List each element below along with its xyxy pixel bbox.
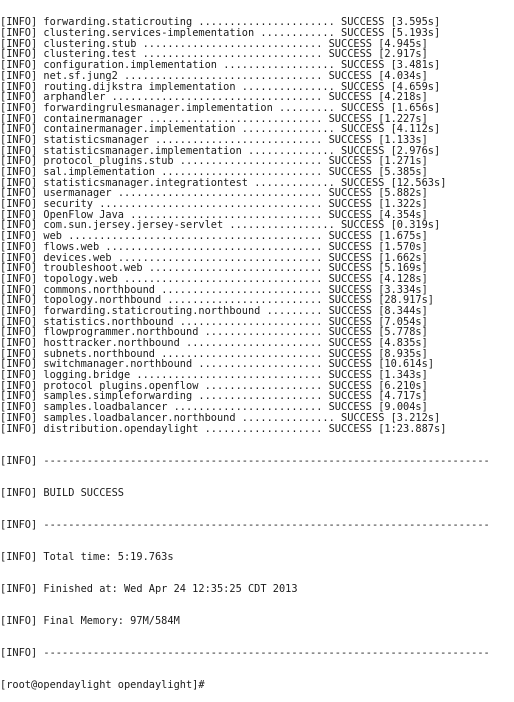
module-name: protocol_plugins.stub xyxy=(43,156,174,168)
module-build-line xyxy=(0,381,514,392)
module-name: protocol_plugins.openflow xyxy=(43,380,199,392)
dot-leader: .......................... xyxy=(161,284,323,296)
module-build-line xyxy=(0,295,514,306)
module-name: statistics.northbound xyxy=(43,316,174,328)
build-time: [9.004s] xyxy=(378,402,428,413)
build-time: [8.344s] xyxy=(378,305,428,317)
build-time: [1.675s] xyxy=(378,231,428,242)
build-status: SUCCESS xyxy=(341,17,385,29)
log-level-tag: [INFO] xyxy=(0,220,38,232)
log-level-tag: [INFO] xyxy=(0,134,38,146)
dot-leader: .......................... xyxy=(161,167,323,178)
dot-leader: ................................ xyxy=(124,273,323,285)
log-level-tag: [INFO] xyxy=(0,145,38,157)
build-status: SUCCESS xyxy=(328,231,372,242)
log-level-tag: [INFO] xyxy=(0,177,38,189)
module-name: security xyxy=(43,199,94,210)
build-time: [12.563s] xyxy=(390,177,447,189)
dot-leader: ................... xyxy=(204,423,323,435)
module-name: commons.northbound xyxy=(43,284,155,296)
module-name: configuration.implementation xyxy=(43,60,217,71)
log-level-tag: [INFO] xyxy=(0,338,38,349)
log-level-tag: [INFO] xyxy=(0,327,38,339)
log-level-tag: [INFO] xyxy=(0,370,38,381)
build-status: SUCCESS xyxy=(341,28,385,39)
log-level-tag: [INFO] xyxy=(0,231,38,242)
module-name: containermanager xyxy=(43,113,143,125)
module-build-line xyxy=(0,359,514,370)
dot-leader: ............................... xyxy=(130,209,323,221)
module-build-line xyxy=(0,274,514,285)
module-name: distribution.opendaylight xyxy=(43,423,199,435)
build-status: SUCCESS xyxy=(340,102,385,114)
build-time: [1.271s] xyxy=(378,156,428,168)
log-level-tag: [INFO] xyxy=(0,241,38,253)
module-name: samples.loadbalancer xyxy=(43,402,168,413)
dot-leader: ....................... xyxy=(179,156,323,168)
log-level-tag: [INFO] xyxy=(0,102,38,114)
build-time: [1:23.887s] xyxy=(378,423,447,435)
build-time: [10.614s] xyxy=(378,359,435,371)
log-level-tag: [INFO] xyxy=(0,113,38,125)
build-status: SUCCESS xyxy=(328,167,372,178)
module-build-line xyxy=(0,199,514,210)
build-status: SUCCESS xyxy=(328,359,373,371)
module-name: hosttracker.northbound xyxy=(43,338,180,349)
module-build-line xyxy=(0,114,514,125)
module-name: routing.dijkstra_implementation xyxy=(43,81,236,93)
build-status: SUCCESS xyxy=(328,263,373,274)
build-time: [4.218s] xyxy=(378,92,428,103)
module-name: clustering.services-implementation xyxy=(43,28,255,39)
build-time: [6.210s] xyxy=(378,380,428,392)
dot-leader: ....................... xyxy=(179,316,323,328)
build-time: [3.481s] xyxy=(390,60,441,71)
build-time: [4.945s] xyxy=(378,38,428,50)
dot-leader: ............................ xyxy=(148,263,323,274)
module-build-line xyxy=(0,28,514,39)
module-name: com.sun.jersey.jersey-servlet xyxy=(43,220,224,232)
build-time: [2.976s] xyxy=(390,145,441,157)
dot-leader: ............................. xyxy=(142,38,323,50)
total-time: [INFO] Total time: 5:19.763s xyxy=(0,551,174,563)
build-time: [3.595s] xyxy=(390,17,441,29)
build-time: [5.778s] xyxy=(378,327,428,339)
build-time: [5.385s] xyxy=(378,167,428,178)
log-level-tag: [INFO] xyxy=(0,209,38,221)
log-level-tag: [INFO] xyxy=(0,263,38,274)
module-build-list xyxy=(0,17,514,434)
module-build-line xyxy=(0,82,514,93)
build-time: [1.656s] xyxy=(390,102,441,114)
dot-leader: ............................. xyxy=(142,49,323,61)
module-name: samples.loadbalancer.northbound xyxy=(43,412,236,424)
log-level-tag: [INFO] xyxy=(0,284,38,296)
module-name: arphandler xyxy=(43,92,106,103)
log-level-tag: [INFO] xyxy=(0,167,38,178)
build-time: [3.212s] xyxy=(390,412,441,424)
log-level-tag: [INFO] xyxy=(0,412,38,424)
log-level-tag: [INFO] xyxy=(0,199,38,210)
module-build-line xyxy=(0,220,514,231)
module-build-line xyxy=(0,92,514,103)
build-status: SUCCESS xyxy=(328,402,373,413)
dot-leader: ............ xyxy=(260,28,335,39)
dot-leader: ............... xyxy=(241,124,335,135)
module-build-line xyxy=(0,285,514,296)
module-build-line xyxy=(0,71,514,82)
build-time: [8.935s] xyxy=(378,348,428,360)
build-time: [4.717s] xyxy=(378,391,428,403)
build-status: SUCCESS xyxy=(328,199,373,210)
dot-leader: ............. xyxy=(254,177,335,189)
module-name: devices.web xyxy=(43,252,112,264)
log-level-tag: [INFO] xyxy=(0,124,38,135)
log-level-tag: [INFO] xyxy=(0,423,38,435)
dot-leader: ................................... xyxy=(105,241,323,253)
build-status: SUCCESS xyxy=(328,305,372,317)
module-name: forwardingrulesmanager.implementation xyxy=(43,102,273,114)
build-status: SUCCESS xyxy=(341,60,385,71)
build-time: [4.128s] xyxy=(378,273,428,285)
module-name: flowprogrammer.northbound xyxy=(43,327,199,339)
build-status: SUCCESS xyxy=(328,316,372,328)
log-level-tag: [INFO] xyxy=(0,60,38,71)
build-time: [5.882s] xyxy=(378,188,428,200)
build-time: [1.662s] xyxy=(378,252,428,264)
command-prompt[interactable] xyxy=(0,680,514,691)
module-build-line xyxy=(0,424,514,435)
module-name: statisticsmanager.implementation xyxy=(43,145,242,157)
module-name: samples.simpleforwarding xyxy=(43,391,193,403)
build-status: SUCCESS xyxy=(328,284,372,296)
build-status: SUCCESS xyxy=(340,220,385,232)
build-status: SUCCESS xyxy=(328,92,372,103)
build-status: SUCCESS xyxy=(328,252,372,264)
build-status: SUCCESS xyxy=(341,81,385,93)
build-status: SUCCESS xyxy=(328,134,372,146)
build-status: SUCCESS xyxy=(328,423,372,435)
build-status: SUCCESS xyxy=(341,145,385,157)
module-build-line xyxy=(0,49,514,60)
module-name: flows.web xyxy=(43,241,100,253)
dot-leader: .......................... xyxy=(161,348,323,360)
module-name: subnets.northbound xyxy=(43,348,155,360)
dot-leader: ......................................... xyxy=(68,231,323,242)
build-status: SUCCESS xyxy=(328,70,373,82)
build-status: SUCCESS xyxy=(340,177,385,189)
module-name: topology.northbound xyxy=(43,295,162,306)
build-status: SUCCESS xyxy=(328,380,372,392)
build-status: SUCCESS xyxy=(328,391,373,403)
dot-leader: ...................... xyxy=(198,17,335,29)
dot-leader: ......... xyxy=(266,305,323,317)
build-status: SUCCESS xyxy=(328,188,372,200)
module-build-line xyxy=(0,317,514,328)
module-build-line xyxy=(0,242,514,253)
module-build-line xyxy=(0,103,514,114)
build-time: [4.835s] xyxy=(378,338,428,349)
build-time: [1.322s] xyxy=(378,199,428,210)
log-level-tag: [INFO] xyxy=(0,17,38,29)
dot-leader: ............... xyxy=(241,412,335,424)
build-time: [5.193s] xyxy=(390,28,441,39)
module-build-line xyxy=(0,306,514,317)
module-build-line xyxy=(0,327,514,338)
module-build-line xyxy=(0,39,514,50)
dot-leader: ........................... xyxy=(155,134,323,146)
dot-leader: ................................. xyxy=(117,188,323,200)
build-time: [1.133s] xyxy=(378,134,428,146)
module-build-line xyxy=(0,263,514,274)
dot-leader: ......... xyxy=(278,102,335,114)
module-build-line xyxy=(0,349,514,360)
build-time: [5.169s] xyxy=(378,263,428,274)
module-build-line xyxy=(0,135,514,146)
module-name: web xyxy=(43,231,63,242)
dot-leader: ................................ xyxy=(124,70,323,82)
prompt-text: [root@opendaylight opendaylight]# xyxy=(0,680,205,691)
log-level-tag: [INFO] xyxy=(0,380,38,392)
dot-leader: .............. xyxy=(248,145,335,157)
dot-leader: ......................... xyxy=(167,295,323,306)
final-memory: [INFO] Final Memory: 97M/584M xyxy=(0,616,180,627)
module-name: forwarding.staticrouting xyxy=(43,17,193,29)
log-level-tag: [INFO] xyxy=(0,49,38,61)
build-status: SUCCESS xyxy=(328,370,372,381)
log-level-tag: [INFO] xyxy=(0,402,38,413)
log-level-tag: [INFO] xyxy=(0,188,38,200)
build-status: SUCCESS xyxy=(328,348,372,360)
module-name: clustering.test xyxy=(43,49,137,61)
log-level-tag: [INFO] xyxy=(0,92,38,103)
module-name: logging.bridge xyxy=(43,370,131,381)
build-status: SUCCESS xyxy=(328,273,373,285)
module-name: clustering.stub xyxy=(43,38,137,50)
module-name: statisticsmanager.integrationtest xyxy=(43,177,248,189)
module-build-line xyxy=(0,338,514,349)
log-level-tag: [INFO] xyxy=(0,38,38,50)
dot-leader: .............................. xyxy=(136,370,323,381)
module-name: net.sf.jung2 xyxy=(43,70,118,82)
module-build-line xyxy=(0,17,514,28)
dot-leader: ............... xyxy=(241,81,335,93)
build-result: [INFO] BUILD SUCCESS xyxy=(0,487,124,499)
build-time: [28.917s] xyxy=(378,295,434,306)
log-level-tag: [INFO] xyxy=(0,348,38,360)
log-level-tag: [INFO] xyxy=(0,156,38,168)
separator-line: [INFO] ------------------------------------------------------------------------ xyxy=(0,455,490,467)
module-build-line xyxy=(0,167,514,178)
module-name: sal.implementation xyxy=(43,167,155,178)
finished-at: [INFO] Finished at: Wed Apr 24 12:35:25 CDT 2013 xyxy=(0,584,298,595)
build-status: SUCCESS xyxy=(328,338,372,349)
dot-leader: ........................ xyxy=(173,402,323,413)
build-time: [2.917s] xyxy=(378,49,428,61)
build-time: [1.343s] xyxy=(378,370,428,381)
dot-leader: ................................. xyxy=(117,252,323,264)
build-time: [4.659s] xyxy=(390,81,441,93)
separator-line: [INFO] ------------------------------------------------------------------------ xyxy=(0,648,490,659)
log-level-tag: [INFO] xyxy=(0,28,38,39)
build-time: [4.354s] xyxy=(378,209,428,221)
dot-leader: ...................... xyxy=(186,338,323,349)
module-name: OpenFlow Java xyxy=(43,209,124,221)
dot-leader: ............................ xyxy=(148,113,323,125)
dot-leader: ................... xyxy=(204,327,323,339)
module-name: topology.web xyxy=(43,273,118,285)
dot-leader: ................. xyxy=(229,220,335,232)
build-status: SUCCESS xyxy=(328,295,372,306)
separator-line: [INFO] ------------------------------------------------------------------------ xyxy=(0,519,490,531)
module-build-line xyxy=(0,156,514,167)
log-level-tag: [INFO] xyxy=(0,273,38,285)
build-time: [4.034s] xyxy=(378,70,428,82)
build-status: SUCCESS xyxy=(341,412,385,424)
module-name: statisticsmanager xyxy=(43,134,149,146)
build-time: [0.319s] xyxy=(390,220,441,232)
log-level-tag: [INFO] xyxy=(0,70,38,82)
module-build-line xyxy=(0,402,514,413)
build-status: SUCCESS xyxy=(341,124,385,135)
module-build-line xyxy=(0,370,514,381)
module-build-line xyxy=(0,253,514,264)
build-time: [4.112s] xyxy=(390,124,441,135)
module-build-line xyxy=(0,124,514,135)
log-level-tag: [INFO] xyxy=(0,305,38,317)
module-build-line xyxy=(0,413,514,424)
module-build-line xyxy=(0,391,514,402)
build-status: SUCCESS xyxy=(328,38,372,50)
module-build-line xyxy=(0,178,514,189)
dot-leader: .................... xyxy=(198,359,323,371)
module-build-line xyxy=(0,210,514,221)
module-name: usermanager xyxy=(43,188,112,200)
module-name: troubleshoot.web xyxy=(43,263,143,274)
build-time: [7.054s] xyxy=(378,316,428,328)
module-build-line xyxy=(0,146,514,157)
module-name: forwarding.staticrouting.northbound xyxy=(43,305,261,317)
log-level-tag: [INFO] xyxy=(0,295,38,306)
module-build-line xyxy=(0,60,514,71)
log-level-tag: [INFO] xyxy=(0,316,38,328)
dot-leader: ................... xyxy=(204,380,323,392)
log-level-tag: [INFO] xyxy=(0,359,38,371)
build-time: [1.570s] xyxy=(378,241,428,253)
dot-leader: .................. xyxy=(223,60,335,71)
module-name: switchmanager.northbound xyxy=(43,359,193,371)
build-time: [3.334s] xyxy=(378,284,428,296)
log-level-tag: [INFO] xyxy=(0,252,38,264)
log-level-tag: [INFO] xyxy=(0,391,38,403)
build-status: SUCCESS xyxy=(328,241,372,253)
dot-leader: .................................. xyxy=(111,92,323,103)
build-status: SUCCESS xyxy=(328,327,372,339)
build-status: SUCCESS xyxy=(328,113,373,125)
build-status: SUCCESS xyxy=(328,49,372,61)
module-build-line xyxy=(0,188,514,199)
module-name: containermanager.implementation xyxy=(43,124,236,135)
dot-leader: .................................... xyxy=(99,199,323,210)
module-build-line xyxy=(0,231,514,242)
build-status: SUCCESS xyxy=(328,209,372,221)
dot-leader: .................... xyxy=(198,391,323,403)
build-status: SUCCESS xyxy=(328,156,372,168)
build-time: [1.227s] xyxy=(378,113,428,125)
log-level-tag: [INFO] xyxy=(0,81,38,93)
